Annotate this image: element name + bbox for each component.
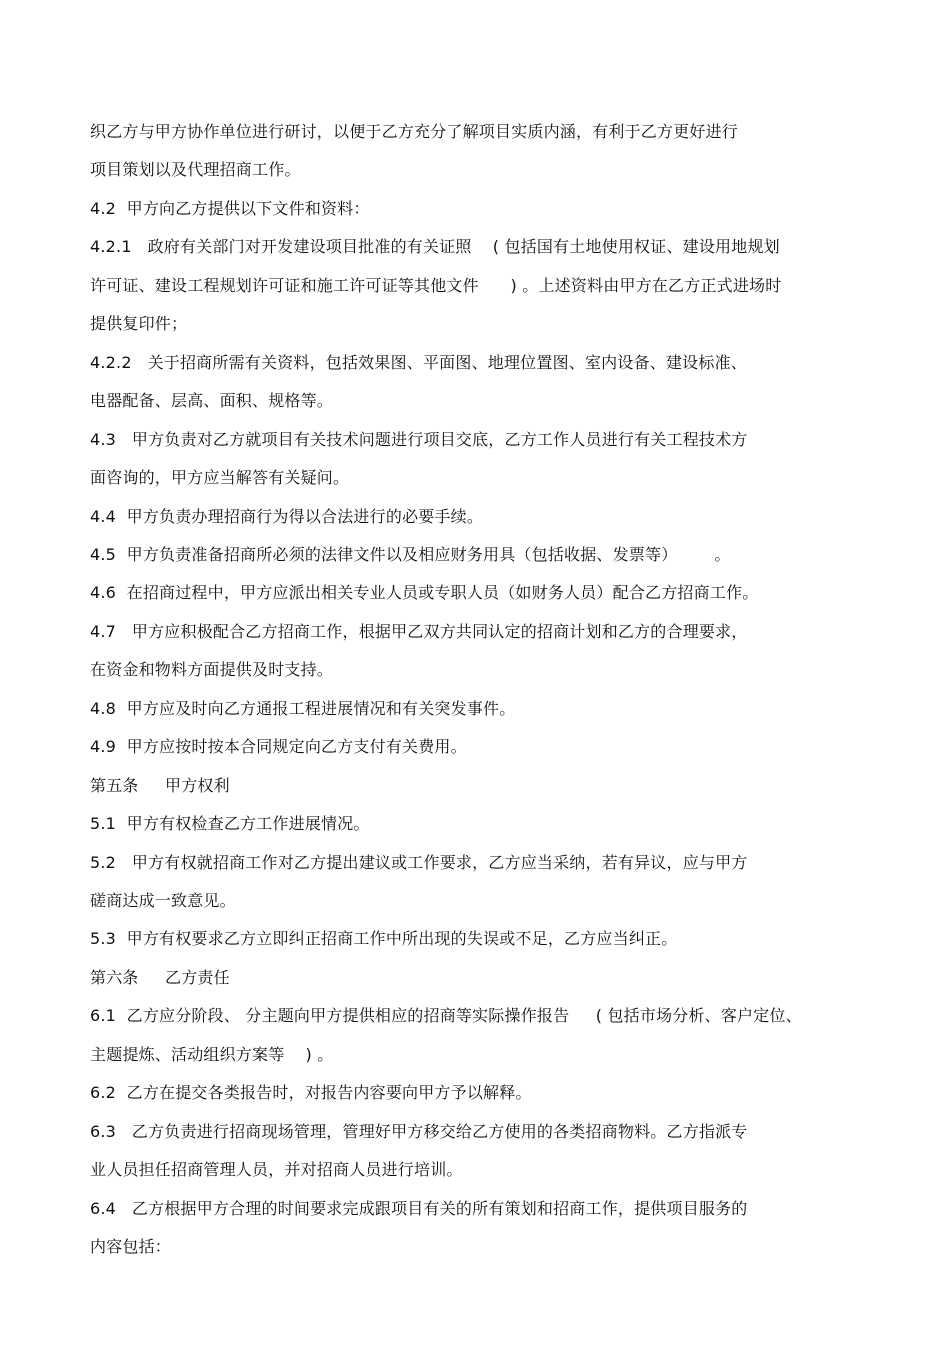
- paragraph-line: 提供复印件；: [90, 314, 188, 333]
- paragraph-line: 许可证、建设工程规划许可证和施工许可证等其他文件 ) 。上述资料由甲方在乙方正式进场时: [90, 276, 782, 295]
- paragraph-line: 主题提炼、活动组织方案等 ) 。: [90, 1045, 334, 1064]
- paragraph-line: 织乙方与甲方协作单位进行研讨，以便于乙方充分了解项目实质内涵，有利于乙方更好进行: [90, 122, 739, 141]
- article-heading-6: 第六条 乙方责任: [90, 968, 230, 987]
- paragraph-line: 业人员担任招商管理人员，并对招商人员进行培训。: [90, 1160, 463, 1179]
- paragraph-line: 5.3 甲方有权要求乙方立即纠正招商工作中所出现的失误或不足，乙方应当纠正。: [90, 929, 678, 948]
- paragraph-line: 4.2.1 政府有关部门对开发建设项目批准的有关证照 ( 包括国有土地使用权证、建设用地规划: [90, 237, 780, 256]
- paragraph-line: 4.6 在招商过程中，甲方应派出相关专业人员或专职人员（如财务人员）配合乙方招商工作。: [90, 583, 759, 602]
- paragraph-line: 4.7 甲方应积极配合乙方招商工作，根据甲乙双方共同认定的招商计划和乙方的合理要求，: [90, 622, 748, 641]
- section-heading-4-2: 4.2 甲方向乙方提供以下文件和资料：: [90, 199, 370, 218]
- article-heading-5: 第五条 甲方权利: [90, 776, 230, 795]
- paragraph-line: 4.3 甲方负责对乙方就项目有关技术问题进行项目交底，乙方工作人员进行有关工程技术方: [90, 430, 748, 449]
- paragraph-line: 4.2.2 关于招商所需有关资料，包括效果图、平面图、地理位置图、室内设备、建设标准、: [90, 353, 747, 372]
- paragraph-line: 5.2 甲方有权就招商工作对乙方提出建议或工作要求，乙方应当采纳，若有异议，应与甲方: [90, 853, 748, 872]
- paragraph-line: 在资金和物料方面提供及时支持。: [90, 660, 334, 679]
- paragraph-line: 电器配备、层高、面积、规格等。: [90, 391, 334, 410]
- paragraph-line: 5.1 甲方有权检查乙方工作进展情况。: [90, 814, 370, 833]
- paragraph-line: 4.5 甲方负责准备招商所必须的法律文件以及相应财务用具（包括收据、发票等） 。: [90, 545, 731, 564]
- paragraph-line: 面咨询的，甲方应当解答有关疑问。: [90, 468, 350, 487]
- paragraph-line: 6.2 乙方在提交各类报告时，对报告内容要向甲方予以解释。: [90, 1083, 532, 1102]
- paragraph-line: 内容包括：: [90, 1237, 172, 1256]
- paragraph-line: 6.1 乙方应分阶段、 分主题向甲方提供相应的招商等实际操作报告 ( 包括市场分析、客户定位、: [90, 1006, 802, 1025]
- paragraph-line: 6.3 乙方负责进行招商现场管理，管理好甲方移交给乙方使用的各类招商物料。乙方指派专: [90, 1122, 748, 1141]
- paragraph-line: 4.9 甲方应按时按本合同规定向乙方支付有关费用。: [90, 737, 467, 756]
- paragraph-line: 4.8 甲方应及时向乙方通报工程进展情况和有关突发事件。: [90, 699, 516, 718]
- paragraph-line: 4.4 甲方负责办理招商行为得以合法进行的必要手续。: [90, 507, 484, 526]
- paragraph-line: 6.4 乙方根据甲方合理的时间要求完成跟项目有关的所有策划和招商工作，提供项目服务的: [90, 1199, 748, 1218]
- paragraph-line: 磋商达成一致意见。: [90, 891, 236, 910]
- paragraph-line: 项目策划以及代理招商工作。: [90, 160, 301, 179]
